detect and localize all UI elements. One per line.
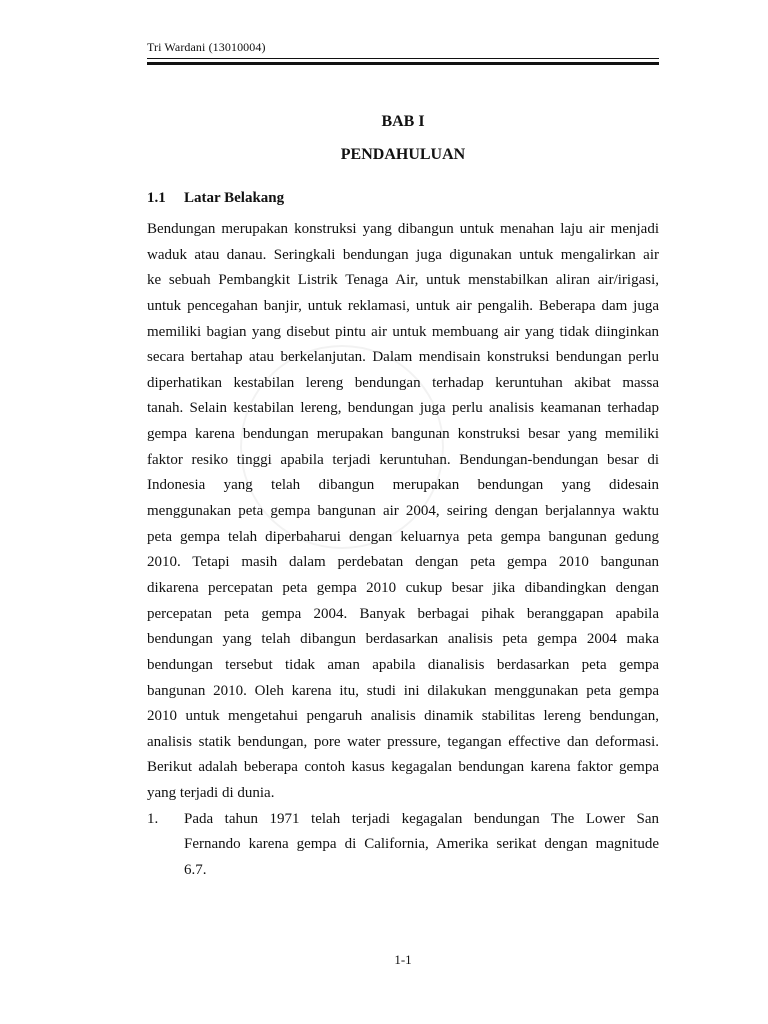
paragraph-line: secara bertahap atau berkelanjutan. Dalam mendisain konstruksi bendungan perlu bbox=[147, 349, 659, 366]
paragraph-line: peta gempa telah diperbaharui dengan keluarnya peta gempa bangunan gedung bbox=[147, 528, 659, 545]
section-number: 1.1 bbox=[147, 190, 166, 206]
paragraph-line: 2010 untuk mengetahui pengaruh analisis dinamik stabilitas lereng bendungan, bbox=[147, 708, 659, 725]
header-rule-thick bbox=[147, 62, 659, 65]
paragraph-line: untuk pencegahan banjir, untuk reklamasi, untuk air pengalih. Beberapa dam juga bbox=[147, 297, 659, 314]
paragraph-line: bendungan yang telah dibangun berdasarkan analisis peta gempa 2004 maka bbox=[147, 631, 659, 648]
paragraph-line: memiliki bagian yang disebut pintu air untuk membuang air yang tidak diinginkan bbox=[147, 323, 659, 340]
list-item bbox=[147, 807, 659, 884]
paragraph-line: yang terjadi di dunia. bbox=[147, 785, 275, 802]
running-header: Tri Wardani (13010004) bbox=[147, 40, 266, 54]
paragraph-line: bangunan 2010. Oleh karena itu, studi ini dilakukan menggunakan peta gempa bbox=[147, 682, 659, 699]
paragraph-line: Berikut adalah beberapa contoh kasus kegagalan bendungan karena faktor gempa bbox=[147, 759, 659, 776]
list-item-line: Pada tahun 1971 telah terjadi kegagalan bendungan The Lower San bbox=[184, 810, 659, 827]
paragraph-line: 2010. Tetapi masih dalam perdebatan dengan peta gempa 2010 bangunan bbox=[147, 554, 659, 571]
paragraph-line: bendungan tersebut tidak aman apabila dianalisis berdasarkan peta gempa bbox=[147, 656, 659, 673]
paragraph-line: Bendungan merupakan konstruksi yang dibangun untuk menahan laju air menjadi bbox=[147, 221, 659, 237]
paragraph-line: waduk atau danau. Seringkali bendungan juga digunakan untuk mengalirkan air bbox=[147, 246, 659, 263]
paragraph-line: percepatan peta gempa 2004. Banyak berbagai pihak beranggapan apabila bbox=[147, 605, 659, 622]
header-rule-thin bbox=[147, 58, 659, 59]
paragraph-line: menggunakan peta gempa bangunan air 2004, seiring dengan berjalannya waktu bbox=[147, 503, 659, 520]
list-item-number: 1. bbox=[147, 810, 159, 827]
list-item-line: Fernando karena gempa di California, Amerika serikat dengan magnitude bbox=[184, 836, 659, 853]
list-item-line: 6.7. bbox=[184, 862, 207, 879]
paragraph-line: Indonesia yang telah dibangun merupakan bendungan yang didesain bbox=[147, 477, 659, 494]
paragraph-line: gempa karena bendungan merupakan bangunan konstruksi besar yang memiliki bbox=[147, 426, 659, 443]
paragraph-line: tanah. Selain kestabilan lereng, bendungan juga perlu analisis keamanan terhadap bbox=[147, 400, 659, 417]
paragraph-line: ke sebuah Pembangkit Listrik Tenaga Air, untuk menstabilkan aliran air/irigasi, bbox=[147, 272, 659, 289]
section-title: Latar Belakang bbox=[184, 190, 285, 206]
chapter-title: PENDAHULUAN bbox=[340, 146, 466, 163]
section-heading bbox=[147, 190, 284, 207]
paragraph-line: faktor resiko tinggi apabila terjadi keruntuhan. Bendungan-bendungan besar di bbox=[147, 451, 659, 468]
page-number: 1-1 bbox=[394, 952, 412, 967]
body-text bbox=[147, 217, 659, 884]
paragraph-line: diperhatikan kestabilan lereng bendungan terhadap keruntuhan akibat massa bbox=[147, 374, 659, 391]
paragraph-line: dikarena percepatan peta gempa 2010 cukup besar jika dibandingkan dengan bbox=[147, 579, 659, 596]
chapter-number: BAB I bbox=[381, 113, 425, 130]
paragraph-line: analisis statik bendungan, pore water pressure, tegangan effective dan deformasi. bbox=[147, 733, 659, 750]
